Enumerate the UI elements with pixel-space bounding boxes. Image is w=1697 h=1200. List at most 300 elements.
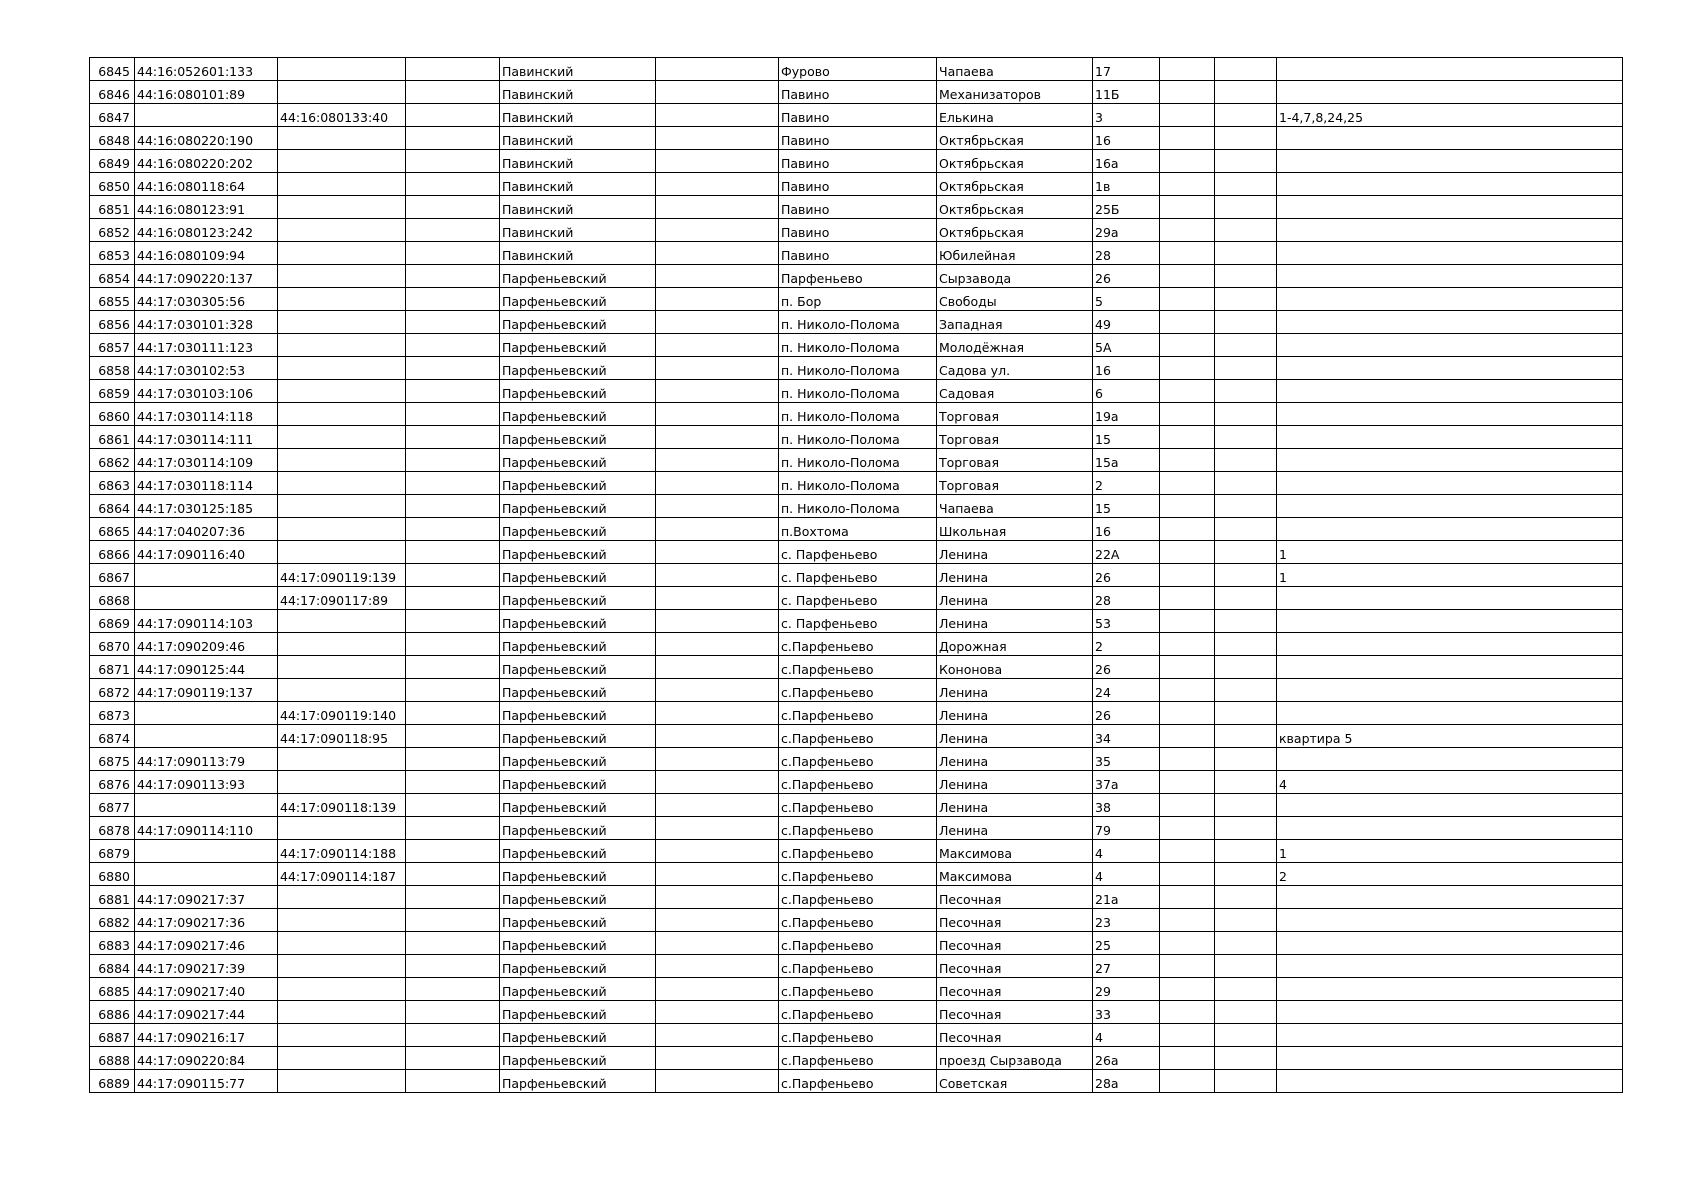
- house-number-cell: 28: [1093, 242, 1160, 265]
- cadastral-number-cell: [135, 564, 278, 587]
- note-cell: квартира 5: [1277, 725, 1623, 748]
- settlement-cell: с.Парфеньево: [779, 1024, 937, 1047]
- street-cell: Песочная: [937, 932, 1093, 955]
- note-cell: [1277, 81, 1623, 104]
- empty-cell-a: [406, 840, 500, 863]
- empty-cell-c: [1160, 886, 1215, 909]
- row-number-cell: 6877: [90, 794, 135, 817]
- street-cell: Песочная: [937, 909, 1093, 932]
- cadastral-number-cell: 44:17:090217:40: [135, 978, 278, 1001]
- cadastral-number-cell: [135, 863, 278, 886]
- related-cadastral-cell: [278, 380, 406, 403]
- street-cell: Дорожная: [937, 633, 1093, 656]
- street-cell: Ленина: [937, 702, 1093, 725]
- related-cadastral-cell: 44:17:090119:140: [278, 702, 406, 725]
- empty-cell-a: [406, 472, 500, 495]
- cadastral-number-cell: 44:17:090113:93: [135, 771, 278, 794]
- related-cadastral-cell: [278, 1047, 406, 1070]
- note-cell: [1277, 702, 1623, 725]
- district-cell: Парфеньевский: [500, 357, 656, 380]
- cadastral-number-cell: [135, 794, 278, 817]
- table-row: [90, 771, 1623, 794]
- house-number-cell: 16а: [1093, 150, 1160, 173]
- cadastral-number-cell: 44:17:030103:106: [135, 380, 278, 403]
- empty-cell-c: [1160, 541, 1215, 564]
- street-cell: Чапаева: [937, 495, 1093, 518]
- empty-cell-d: [1215, 1001, 1277, 1024]
- empty-cell-c: [1160, 771, 1215, 794]
- row-number-cell: 6866: [90, 541, 135, 564]
- empty-cell-b: [656, 426, 779, 449]
- empty-cell-c: [1160, 978, 1215, 1001]
- related-cadastral-cell: [278, 403, 406, 426]
- related-cadastral-cell: [278, 748, 406, 771]
- empty-cell-c: [1160, 334, 1215, 357]
- empty-cell-d: [1215, 518, 1277, 541]
- house-number-cell: 11Б: [1093, 81, 1160, 104]
- empty-cell-b: [656, 725, 779, 748]
- row-number-cell: 6869: [90, 610, 135, 633]
- note-cell: [1277, 449, 1623, 472]
- table-row: [90, 403, 1623, 426]
- empty-cell-b: [656, 656, 779, 679]
- empty-cell-c: [1160, 587, 1215, 610]
- empty-cell-a: [406, 81, 500, 104]
- note-cell: [1277, 426, 1623, 449]
- settlement-cell: Павино: [779, 173, 937, 196]
- related-cadastral-cell: 44:17:090119:139: [278, 564, 406, 587]
- empty-cell-c: [1160, 472, 1215, 495]
- cadastral-number-cell: 44:17:090115:77: [135, 1070, 278, 1093]
- empty-cell-a: [406, 242, 500, 265]
- note-cell: [1277, 196, 1623, 219]
- settlement-cell: с.Парфеньево: [779, 794, 937, 817]
- district-cell: Парфеньевский: [500, 265, 656, 288]
- house-number-cell: 5А: [1093, 334, 1160, 357]
- row-number-cell: 6867: [90, 564, 135, 587]
- note-cell: [1277, 219, 1623, 242]
- empty-cell-c: [1160, 633, 1215, 656]
- related-cadastral-cell: [278, 58, 406, 81]
- related-cadastral-cell: [278, 242, 406, 265]
- street-cell: Ленина: [937, 771, 1093, 794]
- table-row: [90, 955, 1623, 978]
- cadastral-number-cell: 44:16:080220:190: [135, 127, 278, 150]
- district-cell: Парфеньевский: [500, 449, 656, 472]
- empty-cell-a: [406, 748, 500, 771]
- street-cell: Песочная: [937, 1024, 1093, 1047]
- table-row: [90, 748, 1623, 771]
- note-cell: [1277, 817, 1623, 840]
- note-cell: [1277, 1001, 1623, 1024]
- empty-cell-a: [406, 173, 500, 196]
- empty-cell-c: [1160, 449, 1215, 472]
- empty-cell-a: [406, 725, 500, 748]
- note-cell: [1277, 886, 1623, 909]
- settlement-cell: с.Парфеньево: [779, 932, 937, 955]
- street-cell: Ленина: [937, 587, 1093, 610]
- empty-cell-d: [1215, 840, 1277, 863]
- house-number-cell: 16: [1093, 357, 1160, 380]
- empty-cell-d: [1215, 1024, 1277, 1047]
- cadastral-number-cell: 44:17:090220:84: [135, 1047, 278, 1070]
- empty-cell-c: [1160, 196, 1215, 219]
- empty-cell-d: [1215, 978, 1277, 1001]
- table-row: [90, 1024, 1623, 1047]
- note-cell: [1277, 242, 1623, 265]
- settlement-cell: с.Парфеньево: [779, 702, 937, 725]
- empty-cell-a: [406, 495, 500, 518]
- row-number-cell: 6851: [90, 196, 135, 219]
- related-cadastral-cell: [278, 771, 406, 794]
- cadastral-number-cell: 44:17:090217:39: [135, 955, 278, 978]
- empty-cell-a: [406, 58, 500, 81]
- table-row: [90, 633, 1623, 656]
- empty-cell-d: [1215, 633, 1277, 656]
- house-number-cell: 26: [1093, 564, 1160, 587]
- table-row: [90, 702, 1623, 725]
- empty-cell-b: [656, 173, 779, 196]
- empty-cell-a: [406, 1001, 500, 1024]
- district-cell: Парфеньевский: [500, 748, 656, 771]
- district-cell: Павинский: [500, 242, 656, 265]
- settlement-cell: с. Парфеньево: [779, 564, 937, 587]
- row-number-cell: 6876: [90, 771, 135, 794]
- related-cadastral-cell: [278, 357, 406, 380]
- empty-cell-c: [1160, 794, 1215, 817]
- cadastral-number-cell: 44:17:030114:111: [135, 426, 278, 449]
- empty-cell-c: [1160, 104, 1215, 127]
- empty-cell-c: [1160, 909, 1215, 932]
- district-cell: Парфеньевский: [500, 587, 656, 610]
- empty-cell-c: [1160, 495, 1215, 518]
- empty-cell-d: [1215, 610, 1277, 633]
- note-cell: [1277, 1047, 1623, 1070]
- cadastral-number-cell: [135, 840, 278, 863]
- settlement-cell: п. Николо-Полома: [779, 472, 937, 495]
- house-number-cell: 29: [1093, 978, 1160, 1001]
- settlement-cell: п. Николо-Полома: [779, 357, 937, 380]
- note-cell: [1277, 173, 1623, 196]
- table-row: [90, 817, 1623, 840]
- related-cadastral-cell: [278, 173, 406, 196]
- district-cell: Парфеньевский: [500, 725, 656, 748]
- settlement-cell: с.Парфеньево: [779, 909, 937, 932]
- empty-cell-d: [1215, 380, 1277, 403]
- table-row: [90, 311, 1623, 334]
- empty-cell-c: [1160, 127, 1215, 150]
- cadastral-number-cell: [135, 587, 278, 610]
- note-cell: [1277, 955, 1623, 978]
- settlement-cell: п. Николо-Полома: [779, 426, 937, 449]
- note-cell: [1277, 357, 1623, 380]
- street-cell: Торговая: [937, 449, 1093, 472]
- settlement-cell: с.Парфеньево: [779, 840, 937, 863]
- empty-cell-b: [656, 265, 779, 288]
- settlement-cell: с.Парфеньево: [779, 886, 937, 909]
- empty-cell-b: [656, 288, 779, 311]
- empty-cell-c: [1160, 725, 1215, 748]
- table-row: [90, 196, 1623, 219]
- empty-cell-b: [656, 380, 779, 403]
- settlement-cell: п. Бор: [779, 288, 937, 311]
- cadastral-number-cell: 44:17:090217:37: [135, 886, 278, 909]
- table-row: [90, 426, 1623, 449]
- row-number-cell: 6864: [90, 495, 135, 518]
- empty-cell-c: [1160, 840, 1215, 863]
- empty-cell-d: [1215, 127, 1277, 150]
- district-cell: Парфеньевский: [500, 426, 656, 449]
- empty-cell-d: [1215, 1070, 1277, 1093]
- house-number-cell: 23: [1093, 909, 1160, 932]
- house-number-cell: 2: [1093, 472, 1160, 495]
- note-cell: [1277, 587, 1623, 610]
- street-cell: Торговая: [937, 472, 1093, 495]
- row-number-cell: 6886: [90, 1001, 135, 1024]
- street-cell: Октябрьская: [937, 127, 1093, 150]
- house-number-cell: 37а: [1093, 771, 1160, 794]
- street-cell: Максимова: [937, 840, 1093, 863]
- district-cell: Парфеньевский: [500, 288, 656, 311]
- note-cell: [1277, 978, 1623, 1001]
- empty-cell-b: [656, 955, 779, 978]
- street-cell: Садовая: [937, 380, 1093, 403]
- house-number-cell: 15: [1093, 495, 1160, 518]
- house-number-cell: 3: [1093, 104, 1160, 127]
- street-cell: Песочная: [937, 886, 1093, 909]
- cadastral-number-cell: 44:17:030102:53: [135, 357, 278, 380]
- empty-cell-b: [656, 219, 779, 242]
- note-cell: [1277, 403, 1623, 426]
- empty-cell-b: [656, 564, 779, 587]
- related-cadastral-cell: [278, 426, 406, 449]
- empty-cell-a: [406, 656, 500, 679]
- note-cell: 1: [1277, 564, 1623, 587]
- settlement-cell: с. Парфеньево: [779, 610, 937, 633]
- note-cell: 2: [1277, 863, 1623, 886]
- settlement-cell: с.Парфеньево: [779, 725, 937, 748]
- district-cell: Парфеньевский: [500, 863, 656, 886]
- empty-cell-d: [1215, 196, 1277, 219]
- settlement-cell: п. Николо-Полома: [779, 334, 937, 357]
- cadastral-number-cell: 44:17:090113:79: [135, 748, 278, 771]
- cadastral-number-cell: 44:17:040207:36: [135, 518, 278, 541]
- row-number-cell: 6850: [90, 173, 135, 196]
- empty-cell-a: [406, 380, 500, 403]
- street-cell: Ленина: [937, 610, 1093, 633]
- row-number-cell: 6885: [90, 978, 135, 1001]
- empty-cell-b: [656, 1047, 779, 1070]
- street-cell: Молодёжная: [937, 334, 1093, 357]
- table-row: [90, 219, 1623, 242]
- empty-cell-c: [1160, 81, 1215, 104]
- street-cell: Школьная: [937, 518, 1093, 541]
- empty-cell-a: [406, 288, 500, 311]
- empty-cell-d: [1215, 564, 1277, 587]
- house-number-cell: 33: [1093, 1001, 1160, 1024]
- empty-cell-b: [656, 403, 779, 426]
- empty-cell-c: [1160, 173, 1215, 196]
- table-row: [90, 288, 1623, 311]
- note-cell: [1277, 1024, 1623, 1047]
- row-number-cell: 6861: [90, 426, 135, 449]
- cadastral-number-cell: 44:16:080123:242: [135, 219, 278, 242]
- related-cadastral-cell: [278, 610, 406, 633]
- empty-cell-a: [406, 771, 500, 794]
- empty-cell-a: [406, 150, 500, 173]
- street-cell: Песочная: [937, 978, 1093, 1001]
- district-cell: Парфеньевский: [500, 932, 656, 955]
- empty-cell-d: [1215, 472, 1277, 495]
- cadastral-number-cell: 44:17:090216:17: [135, 1024, 278, 1047]
- empty-cell-a: [406, 449, 500, 472]
- street-cell: Свободы: [937, 288, 1093, 311]
- district-cell: Павинский: [500, 58, 656, 81]
- settlement-cell: п. Николо-Полома: [779, 380, 937, 403]
- settlement-cell: Павино: [779, 196, 937, 219]
- empty-cell-b: [656, 495, 779, 518]
- settlement-cell: п. Николо-Полома: [779, 311, 937, 334]
- row-number-cell: 6853: [90, 242, 135, 265]
- district-cell: Парфеньевский: [500, 633, 656, 656]
- related-cadastral-cell: [278, 219, 406, 242]
- table-row: [90, 1047, 1623, 1070]
- empty-cell-d: [1215, 449, 1277, 472]
- row-number-cell: 6863: [90, 472, 135, 495]
- empty-cell-c: [1160, 380, 1215, 403]
- table-row: [90, 173, 1623, 196]
- house-number-cell: 26а: [1093, 1047, 1160, 1070]
- house-number-cell: 4: [1093, 863, 1160, 886]
- cadastral-number-cell: 44:16:080118:64: [135, 173, 278, 196]
- empty-cell-b: [656, 1024, 779, 1047]
- table-row: [90, 909, 1623, 932]
- table-row: [90, 334, 1623, 357]
- table-row: [90, 380, 1623, 403]
- district-cell: Парфеньевский: [500, 1001, 656, 1024]
- empty-cell-d: [1215, 725, 1277, 748]
- house-number-cell: 6: [1093, 380, 1160, 403]
- settlement-cell: с.Парфеньево: [779, 1047, 937, 1070]
- empty-cell-a: [406, 403, 500, 426]
- related-cadastral-cell: 44:17:090118:139: [278, 794, 406, 817]
- row-number-cell: 6873: [90, 702, 135, 725]
- house-number-cell: 15: [1093, 426, 1160, 449]
- note-cell: [1277, 380, 1623, 403]
- empty-cell-a: [406, 104, 500, 127]
- district-cell: Парфеньевский: [500, 656, 656, 679]
- house-number-cell: 16: [1093, 127, 1160, 150]
- note-cell: [1277, 334, 1623, 357]
- empty-cell-d: [1215, 357, 1277, 380]
- row-number-cell: 6856: [90, 311, 135, 334]
- empty-cell-d: [1215, 495, 1277, 518]
- table-row: [90, 840, 1623, 863]
- row-number-cell: 6874: [90, 725, 135, 748]
- row-number-cell: 6878: [90, 817, 135, 840]
- house-number-cell: 25: [1093, 932, 1160, 955]
- table-row: [90, 886, 1623, 909]
- empty-cell-c: [1160, 403, 1215, 426]
- note-cell: [1277, 1070, 1623, 1093]
- empty-cell-b: [656, 1001, 779, 1024]
- settlement-cell: с.Парфеньево: [779, 1070, 937, 1093]
- settlement-cell: Павино: [779, 127, 937, 150]
- cadastral-number-cell: [135, 104, 278, 127]
- row-number-cell: 6855: [90, 288, 135, 311]
- empty-cell-b: [656, 81, 779, 104]
- empty-cell-d: [1215, 81, 1277, 104]
- street-cell: Октябрьская: [937, 150, 1093, 173]
- settlement-cell: с.Парфеньево: [779, 771, 937, 794]
- table-row: [90, 1001, 1623, 1024]
- street-cell: Песочная: [937, 1001, 1093, 1024]
- district-cell: Парфеньевский: [500, 886, 656, 909]
- empty-cell-b: [656, 449, 779, 472]
- note-cell: 1: [1277, 840, 1623, 863]
- row-number-cell: 6888: [90, 1047, 135, 1070]
- note-cell: [1277, 265, 1623, 288]
- related-cadastral-cell: 44:17:090118:95: [278, 725, 406, 748]
- cadastral-number-cell: 44:16:080109:94: [135, 242, 278, 265]
- street-cell: Торговая: [937, 426, 1093, 449]
- street-cell: Песочная: [937, 955, 1093, 978]
- note-cell: [1277, 288, 1623, 311]
- empty-cell-d: [1215, 334, 1277, 357]
- empty-cell-a: [406, 955, 500, 978]
- empty-cell-a: [406, 932, 500, 955]
- table-row: [90, 794, 1623, 817]
- note-cell: [1277, 518, 1623, 541]
- row-number-cell: 6865: [90, 518, 135, 541]
- district-cell: Парфеньевский: [500, 541, 656, 564]
- related-cadastral-cell: [278, 679, 406, 702]
- related-cadastral-cell: [278, 311, 406, 334]
- house-number-cell: 25Б: [1093, 196, 1160, 219]
- empty-cell-b: [656, 978, 779, 1001]
- settlement-cell: п. Николо-Полома: [779, 495, 937, 518]
- district-cell: Парфеньевский: [500, 794, 656, 817]
- cadastral-number-cell: 44:17:030125:185: [135, 495, 278, 518]
- row-number-cell: 6880: [90, 863, 135, 886]
- related-cadastral-cell: [278, 932, 406, 955]
- empty-cell-a: [406, 541, 500, 564]
- district-cell: Павинский: [500, 196, 656, 219]
- empty-cell-a: [406, 633, 500, 656]
- empty-cell-d: [1215, 587, 1277, 610]
- house-number-cell: 79: [1093, 817, 1160, 840]
- row-number-cell: 6848: [90, 127, 135, 150]
- street-cell: Ленина: [937, 679, 1093, 702]
- records-table: [89, 57, 1623, 1093]
- empty-cell-c: [1160, 288, 1215, 311]
- empty-cell-d: [1215, 1047, 1277, 1070]
- house-number-cell: 34: [1093, 725, 1160, 748]
- related-cadastral-cell: [278, 1001, 406, 1024]
- house-number-cell: 2: [1093, 633, 1160, 656]
- table-row: [90, 58, 1623, 81]
- empty-cell-d: [1215, 886, 1277, 909]
- row-number-cell: 6846: [90, 81, 135, 104]
- empty-cell-a: [406, 127, 500, 150]
- empty-cell-b: [656, 702, 779, 725]
- settlement-cell: с.Парфеньево: [779, 1001, 937, 1024]
- note-cell: [1277, 311, 1623, 334]
- related-cadastral-cell: [278, 1070, 406, 1093]
- cadastral-number-cell: 44:17:030118:114: [135, 472, 278, 495]
- street-cell: Сырзавода: [937, 265, 1093, 288]
- row-number-cell: 6887: [90, 1024, 135, 1047]
